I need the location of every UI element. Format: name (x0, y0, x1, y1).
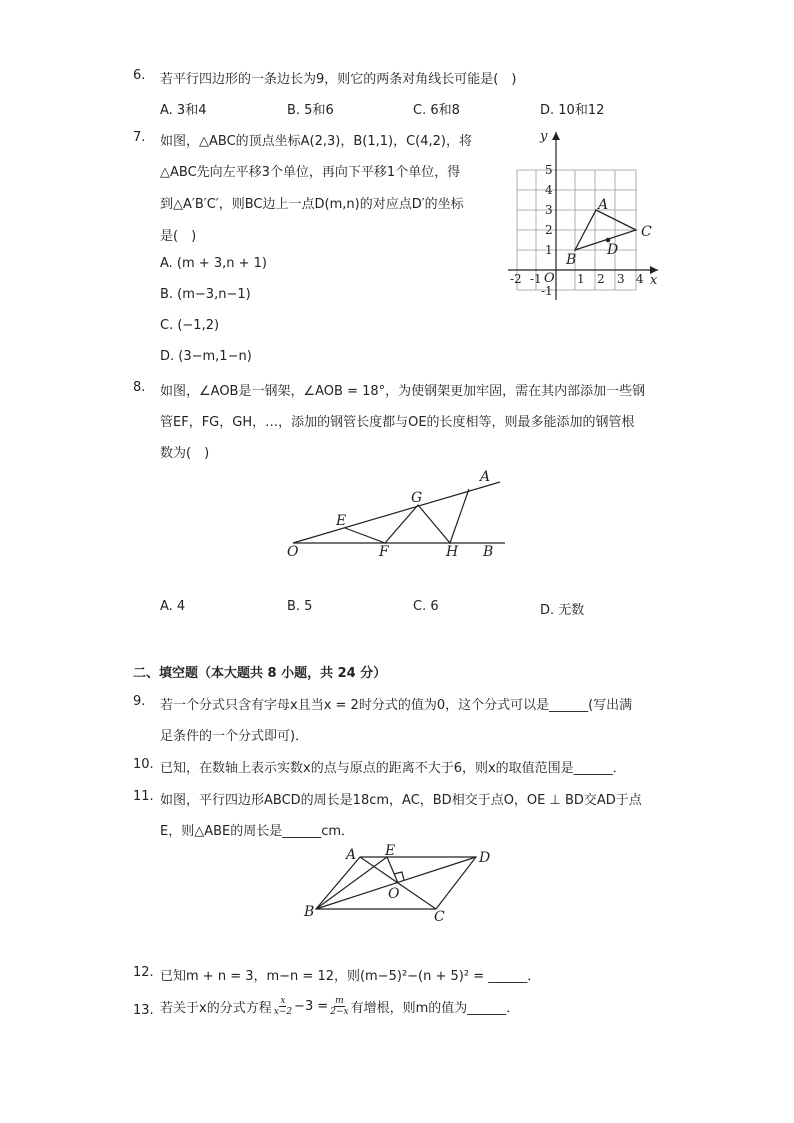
label-o: O (287, 544, 299, 560)
question-number: 7. (133, 130, 146, 145)
question-number: 8. (133, 380, 146, 395)
question-number: 13. (133, 1003, 154, 1018)
option-a: A. 4 (160, 599, 186, 614)
option-d: D. (3−m,1−n) (160, 349, 252, 364)
segment-be (316, 857, 387, 909)
question-number: 11. (133, 789, 154, 804)
question-line: 是( ) (160, 229, 197, 244)
option-d: D. 无数 (540, 603, 585, 618)
section-title: 二、填空题（本大题共 8 小题，共 24 分） (133, 666, 387, 681)
option-b: B. (m−3,n−1) (160, 287, 251, 302)
equation-prefix: 若关于x的分式方程 (160, 1001, 272, 1016)
question-line: E，则△ABE的周长是______cm． (160, 824, 355, 839)
fraction-denominator: x−2 (273, 1007, 293, 1017)
label-d: D (479, 850, 491, 866)
question-line: 数为( ) (160, 446, 210, 461)
x-tick-label: 4 (636, 272, 644, 286)
option-b: B. 5 (287, 599, 313, 614)
question-line: 如图，∠AOB是一钢架，∠AOB = 18°，为使钢架更加牢固，需在其内部添加一些钢 (160, 384, 646, 399)
y-tick-label: 5 (545, 163, 553, 177)
point-a-label: A (598, 197, 609, 213)
question-number: 9. (133, 694, 146, 709)
y-axis-arrow (552, 132, 560, 140)
question-text: 已知m + n = 3，m−n = 12，则(m−5)²−(n + 5)² = ______． (160, 969, 541, 984)
x-tick-label: -2 (510, 272, 522, 286)
y-tick-label: -1 (541, 284, 553, 298)
parallelogram-figure (298, 838, 498, 928)
option-c: C. (−1,2) (160, 318, 220, 333)
y-tick-label: 1 (545, 243, 553, 257)
y-tick-label: 4 (545, 183, 553, 197)
label-a: A (346, 847, 357, 863)
question-line: 如图，平行四边形ABCD的周长是18cm，AC，BD相交于点O，OE ⊥ BD交AD于点 (160, 793, 642, 808)
x-tick-label: 2 (597, 272, 605, 286)
question-text: 若平行四边形的一条边长为9，则它的两条对角线长可能是( ) (160, 72, 517, 87)
question-text: 已知，在数轴上表示实数x的点与原点的距离不大于6，则x的取值范围是______． (160, 761, 626, 776)
fraction-m-over-2-minus-x (330, 996, 348, 1017)
fraction-numerator: m (335, 996, 344, 1006)
label-b: B (483, 544, 494, 560)
x-tick-label: -1 (530, 272, 542, 286)
question-line: 若一个分式只含有字母x且当x = 2时分式的值为0，这个分式可以是______(写出满 (160, 698, 633, 713)
label-f: F (379, 544, 389, 560)
origin-label: O (544, 271, 555, 286)
x-tick-label: 3 (617, 272, 625, 286)
label-c: C (434, 909, 445, 925)
question-text (160, 996, 519, 1017)
fraction-numerator: x (280, 996, 286, 1006)
equation-middle: −3 = (294, 999, 329, 1014)
point-d-label: D (607, 242, 619, 258)
option-c: C. 6 (413, 599, 439, 614)
option-c: C. 6和8 (413, 103, 460, 118)
x-axis-label: x (650, 273, 658, 288)
point-c-label: C (641, 224, 652, 240)
question-line: 如图，△ABC的顶点坐标A(2,3)，B(1,1)，C(4,2)，将 (160, 134, 473, 149)
fraction-denominator: 2−x (330, 1007, 349, 1017)
x-tick-label: 1 (577, 272, 585, 286)
option-a: A. (m + 3,n + 1) (160, 256, 267, 271)
question-line: 足条件的一个分式即可)． (160, 729, 309, 744)
y-tick-label: 3 (545, 203, 553, 217)
question-line: 到△A′B′C′，则BC边上一点D(m,n)的对应点D′的坐标 (160, 197, 464, 212)
question-number: 12. (133, 965, 154, 980)
label-e: E (336, 513, 347, 529)
label-b: B (304, 904, 315, 920)
fraction-x-over-x-minus-2 (274, 996, 292, 1017)
ray-oa (293, 482, 500, 543)
option-b: B. 5和6 (287, 103, 334, 118)
option-d: D. 10和12 (540, 103, 605, 118)
label-g: G (411, 490, 423, 506)
point-b-label: B (566, 252, 577, 268)
equation-suffix: 有增根，则m的值为______． (350, 1001, 520, 1016)
label-o: O (388, 886, 400, 902)
option-a: A. 3和4 (160, 103, 207, 118)
question-number: 6. (133, 68, 146, 83)
steel-frame-figure (280, 465, 520, 565)
question-number: 10. (133, 757, 154, 772)
label-e: E (385, 843, 396, 859)
label-a: A (480, 469, 491, 485)
question-line: △ABC先向左平移3个单位，再向下平移1个单位，得 (160, 165, 461, 180)
coordinate-figure (500, 125, 670, 300)
question-line: 管EF，FG，GH，…，添加的钢管长度都与OE的长度相等，则最多能添加的钢管根 (160, 415, 635, 430)
y-axis-label: y (540, 129, 548, 144)
label-h: H (446, 544, 459, 560)
y-tick-label: 2 (545, 223, 553, 237)
